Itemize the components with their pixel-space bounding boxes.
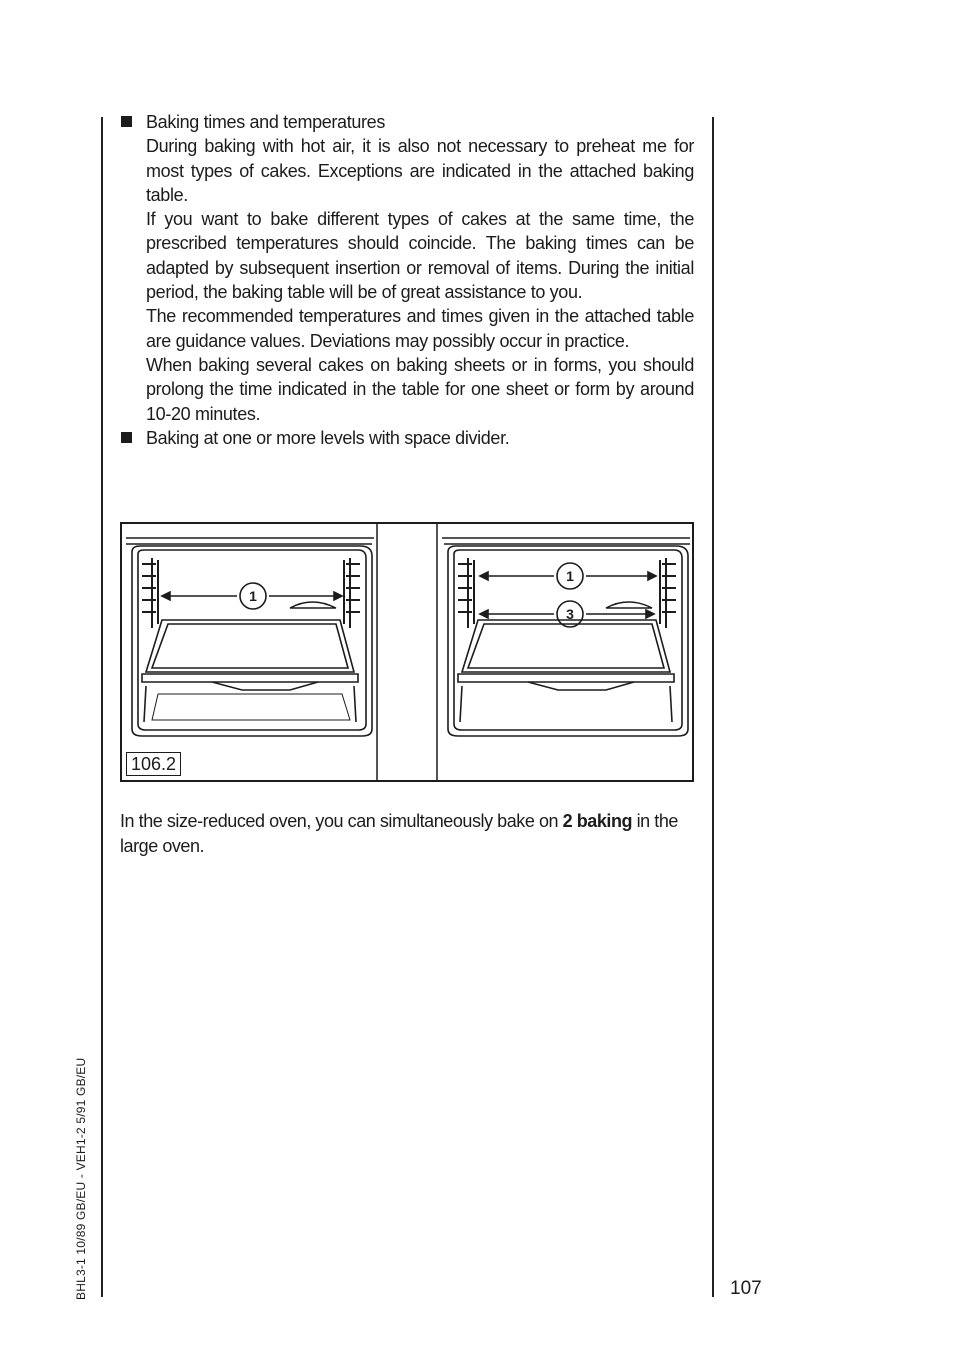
right-oven-drawing xyxy=(442,538,690,736)
paragraph: When baking several cakes on baking sheets or in forms, you should prolong the time indicated in the table for one sheet or form by around 10-20 minutes. xyxy=(146,354,694,424)
heading-text: Baking times and temperatures xyxy=(146,112,385,132)
caption-text-end: in the large oven. xyxy=(120,811,678,856)
page-number: 107 xyxy=(730,1278,762,1299)
bullet-square-icon xyxy=(121,116,132,127)
oven-figure xyxy=(120,522,694,782)
caption-text-start: In the size-reduced oven, you can simultaneously bake on xyxy=(120,811,563,831)
figure-caption xyxy=(120,809,700,859)
left-oven-drawing xyxy=(126,538,374,736)
paragraph: During baking with hot air, it is also not necessary to preheat me for most types of cakes. Exceptions are indicated in the attached baking table. xyxy=(146,136,694,205)
main-text xyxy=(120,110,694,450)
caption-bold-text: 2 baking xyxy=(562,811,633,831)
left-margin-rule xyxy=(101,117,103,1297)
bullet-heading-levels xyxy=(120,426,694,450)
paragraph: If you want to bake different types of cakes at the same time, the prescribed temperatures should coincide. The baking times can be adapted by subsequent insertion or removal of items. During the initial period, the baking table will be of great assistance to you. xyxy=(146,209,694,303)
right-callout-3: 3 xyxy=(566,606,574,622)
paragraph: The recommended temperatures and times given in the attached table are guidance values. Deviations may possibly occur in practice. xyxy=(146,306,694,351)
bullet-square-icon xyxy=(121,432,132,443)
bullet-heading-baking-times xyxy=(120,110,694,134)
heading-text: Baking at one or more levels with space divider. xyxy=(146,427,510,448)
right-callout-1: 1 xyxy=(566,568,574,584)
figure-label: 106.2 xyxy=(126,752,181,776)
sidebar-reference-code: BHL3-1 10/89 GB/EU - VEH1-2 5/91 GB/EU xyxy=(74,1057,88,1300)
right-margin-rule xyxy=(712,117,714,1297)
oven-diagram xyxy=(122,524,692,780)
left-callout-1: 1 xyxy=(249,588,257,604)
